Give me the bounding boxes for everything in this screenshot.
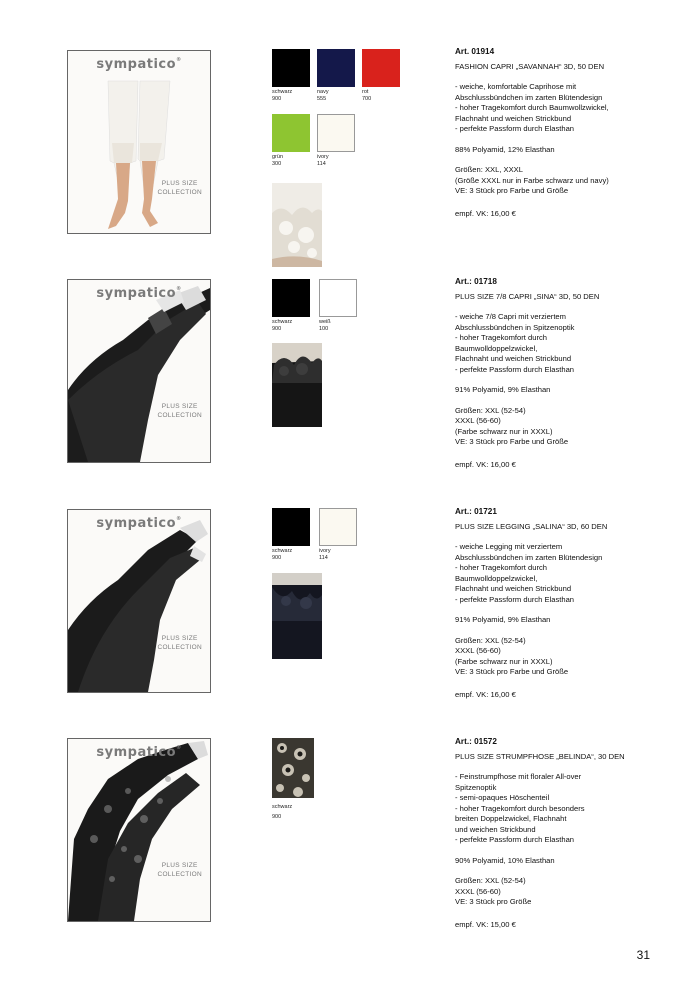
product-name: PLUS SIZE 7/8 CAPRI „SINA“ 3D, 50 DEN <box>455 291 600 301</box>
swatch-schwarz <box>272 49 310 87</box>
package-image <box>67 50 211 234</box>
brand-logo: sympatico® <box>96 745 182 760</box>
swatch-label: schwarz 900 <box>272 319 293 332</box>
product-material: 90% Polyamid, 10% Elasthan <box>455 855 555 865</box>
product-features: - Feinstrumpfhose mit floraler All-over Spitzenoptik - semi-opaques Höschenteil - hoher Tragekomfort durch besonders breiten Doppelzwickel, Flachnaht und weichen Strickbund - perfekte Passform durch Elasthan <box>455 772 585 844</box>
brand-logo: sympatico® <box>96 57 182 72</box>
product-name: PLUS SIZE LEGGING „SALINA“ 3D, 60 DEN <box>455 521 608 531</box>
collection-label: PLUS SIZE COLLECTION <box>157 635 202 651</box>
product-price: empf. VK: 16,00 € <box>455 208 516 218</box>
swatch-label: ivory 114 <box>319 548 331 561</box>
collection-label: PLUS SIZE COLLECTION <box>157 180 202 196</box>
lace-swatch-image <box>272 738 314 798</box>
lace-detail-image <box>272 573 322 659</box>
swatch-schwarz <box>272 508 310 546</box>
product-name: FASHION CAPRI „SAVANNAH“ 3D, 50 DEN <box>455 61 605 71</box>
article-number: Art.: 01718 <box>455 277 497 286</box>
product-price: empf. VK: 16,00 € <box>455 459 516 469</box>
legs-image <box>68 51 210 233</box>
page-number: 31 <box>636 948 650 962</box>
collection-label: PLUS SIZE COLLECTION <box>157 403 202 419</box>
swatch-ivory <box>319 508 357 546</box>
product-material: 91% Polyamid, 9% Elasthan <box>455 385 551 394</box>
product-sizes: Größen: XXL (52-54) XXXL (56-60) VE: 3 Stück pro Größe <box>455 876 532 906</box>
swatch-gruen <box>272 114 310 152</box>
package-image <box>67 738 211 922</box>
product-sizes: Größen: XXL (52-54) XXXL (56-60) (Farbe schwarz nur in XXXL) VE: 3 Stück pro Farbe und Größe <box>455 635 569 676</box>
swatch-schwarz <box>272 279 310 317</box>
collection-label: PLUS SIZE COLLECTION <box>157 862 202 878</box>
lace-detail-image <box>272 183 322 267</box>
product-info <box>455 737 685 930</box>
swatch-rot <box>362 49 400 87</box>
legs-image <box>68 280 210 462</box>
article-number: Art.: 01572 <box>455 737 497 746</box>
swatch-label: navy 555 <box>317 89 329 102</box>
product-sizes: Größen: XXL (52-54) XXXL (56-60) (Farbe schwarz nur in XXXL) VE: 3 Stück pro Farbe und Größe <box>455 405 569 446</box>
article-number: Art. 01914 <box>455 47 495 56</box>
product-material: 91% Polyamid, 9% Elasthan <box>455 615 551 624</box>
product-name: PLUS SIZE STRUMPFHOSE „BELINDA“, 30 DEN <box>455 751 625 761</box>
product-info <box>455 507 685 700</box>
swatch-label: schwarz 900 <box>272 89 293 102</box>
product-features: - weiche, komfortable Caprihose mit Abschlussbündchen im zarten Blütendesign - hoher Tragekomfort durch Baumwollzwickel, Flachnaht und weichen Strickbund - perfekte Passform durch Elasthan <box>455 82 609 133</box>
legs-image <box>68 739 210 921</box>
product-sizes: Größen: XXL, XXXL (Größe XXXL nur in Farbe schwarz und navy) VE: 3 Stück pro Farbe und Größe <box>455 165 609 195</box>
swatch-label: grün 300 <box>272 154 284 167</box>
product-features: - weiche 7/8 Capri mit verziertem Abschlussbündchen in Spitzenoptik - hoher Tragekomfort durch Baumwolldoppelzwickel, Flachnaht und weichen Strickbund - perfekte Passform durch Elasthan <box>455 312 575 374</box>
swatch-label: ivory 114 <box>317 154 329 167</box>
swatch-label: rot 700 <box>362 89 372 102</box>
swatch-navy <box>317 49 355 87</box>
product-features: - weiche Legging mit verziertem Abschlussbündchen im zarten Blütendesign - hoher Tragekomfort durch Baumwolldoppelzwickel, Flachnaht und weichen Strickbund - perfekte Passform durch Elasthan <box>455 542 603 604</box>
swatch-label: schwarz 900 <box>272 548 293 561</box>
swatch-ivory <box>317 114 355 152</box>
brand-logo: sympatico® <box>96 516 182 531</box>
product-price: empf. VK: 15,00 € <box>455 919 516 929</box>
legs-image <box>68 510 210 692</box>
brand-logo: sympatico® <box>96 286 182 301</box>
swatch-label: weiß 100 <box>319 319 331 332</box>
product-price: empf. VK: 16,00 € <box>455 689 516 699</box>
product-info <box>455 47 685 219</box>
package-image <box>67 279 211 463</box>
swatch-label: schwarz 900 <box>272 804 293 820</box>
lace-detail-image <box>272 343 322 427</box>
product-material: 88% Polyamid, 12% Elasthan <box>455 144 555 154</box>
product-info <box>455 277 685 470</box>
article-number: Art.: 01721 <box>455 507 497 516</box>
package-image <box>67 509 211 693</box>
swatch-weiss <box>319 279 357 317</box>
